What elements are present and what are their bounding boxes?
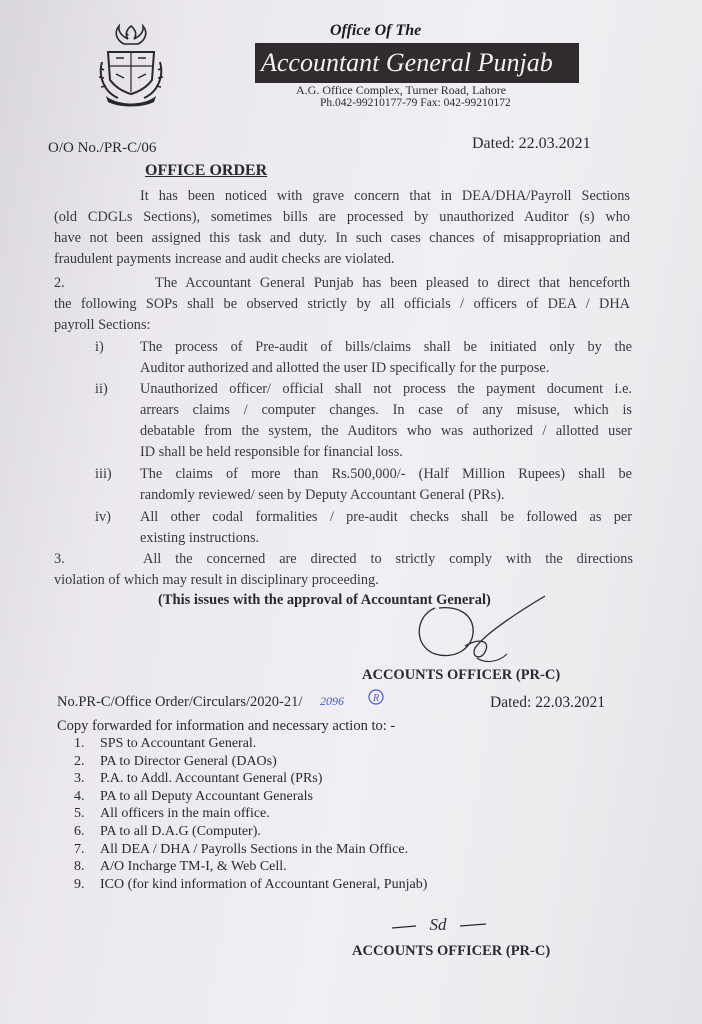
para1-line: fraudulent payments increase and audit checks are violated. [54,251,395,267]
para2-line: the following SOPs shall be observed strictly by all officials / officers of DEA / DHA [54,296,630,312]
sop-line: Auditor authorized and allotted the user ID specifically for the purpose. [140,360,550,376]
sop-line: All other codal formalities / pre-audit checks shall be followed as per [140,509,632,525]
list-item: 9. ICO (for kind information of Accountant General, Punjab) [74,876,428,892]
para2-number: 2. [54,275,65,291]
list-item: 8. A/O Incharge TM-I, & Web Cell. [74,859,287,875]
list-item: 3. P.A. to Addl. Accountant General (PRs) [74,771,323,787]
para2-line: The Accountant General Punjab has been pleased to direct that henceforth [155,275,630,291]
order-date: Dated: 22.03.2021 [472,135,591,152]
recipient-list [74,736,427,894]
reference-number: No.PR-C/Office Order/Circulars/2020-21/ [57,694,303,710]
list-item: 5. All officers in the main office. [74,806,270,822]
office-address: A.G. Office Complex, Turner Road, Lahore [296,83,507,97]
para3-line: violation of which may result in disciplinary proceeding. [54,572,379,588]
circled-r-mark-text: R [372,693,380,704]
signatory-title: ACCOUNTS OFFICER (PR-C) [362,667,561,683]
sd-signature-icon [390,912,490,938]
list-item: 2. PA to Director General (DAOs) [74,753,277,769]
sop-number: i) [95,339,104,355]
sop-line: debatable from the system, the Auditors who was authorized / allotted user [140,423,632,439]
para3-line: All the concerned are directed to strictly comply with the directions [143,551,633,567]
document-heading: OFFICE ORDER [145,162,268,179]
sop-number: iii) [95,466,112,482]
sop-number: iv) [95,509,111,525]
sop-number: ii) [95,381,108,397]
para3-number: 3. [54,551,65,567]
sop-line: Unauthorized officer/ official shall not process the payment document i.e. [140,381,632,397]
para1-line: have not been assigned this task and duty. In such cases chances of misappropriation and [54,230,630,246]
government-emblem-icon [96,22,166,108]
office-title-banner [255,43,579,83]
list-item: 4. PA to all Deputy Accountant Generals [74,788,313,804]
para1-line: (old CDGLs Sections), sometimes bills are processed by unauthorized Auditor (s) who [54,209,630,225]
approval-note: (This issues with the approval of Accountant General) [158,592,491,608]
sop-line: arrears claims / computer changes. In case of any misuse, which is [140,402,632,418]
office-name: Accountant General Punjab [261,48,553,77]
signature-icon [395,588,555,678]
sop-line: The claims of more than Rs.500,000/- (Half Million Rupees) shall be [140,466,632,482]
list-item: 6. PA to all D.A.G (Computer). [74,823,261,839]
sop-line: existing instructions. [140,530,260,546]
para1-line: It has been noticed with grave concern that in DEA/DHA/Payroll Sections [140,188,630,204]
handwritten-dispatch-number: 2096 [320,694,344,708]
office-of-label: Office Of The [330,22,422,39]
circled-r-mark-icon [368,689,384,705]
sop-line: ID shall be held responsible for financial loss. [140,444,403,460]
list-item: 1. SPS to Accountant General. [74,736,257,751]
signatory-title-bottom: ACCOUNTS OFFICER (PR-C) [352,943,551,959]
sd-text: Sd [429,915,447,934]
para2-line: payroll Sections: [54,317,151,333]
office-phone: Ph.042-99210177-79 Fax: 042-99210172 [320,97,511,109]
copy-forwarded-intro: Copy forwarded for information and necessary action to: - [57,718,396,734]
copy-date: Dated: 22.03.2021 [490,694,605,711]
list-item: 7. All DEA / DHA / Payrolls Sections in the Main Office. [74,841,409,857]
sop-line: The process of Pre-audit of bills/claims shall be initiated only by the [140,339,632,355]
sop-line: randomly reviewed/ seen by Deputy Accountant General (PRs). [140,487,505,503]
order-number: O/O No./PR-C/06 [48,140,157,156]
